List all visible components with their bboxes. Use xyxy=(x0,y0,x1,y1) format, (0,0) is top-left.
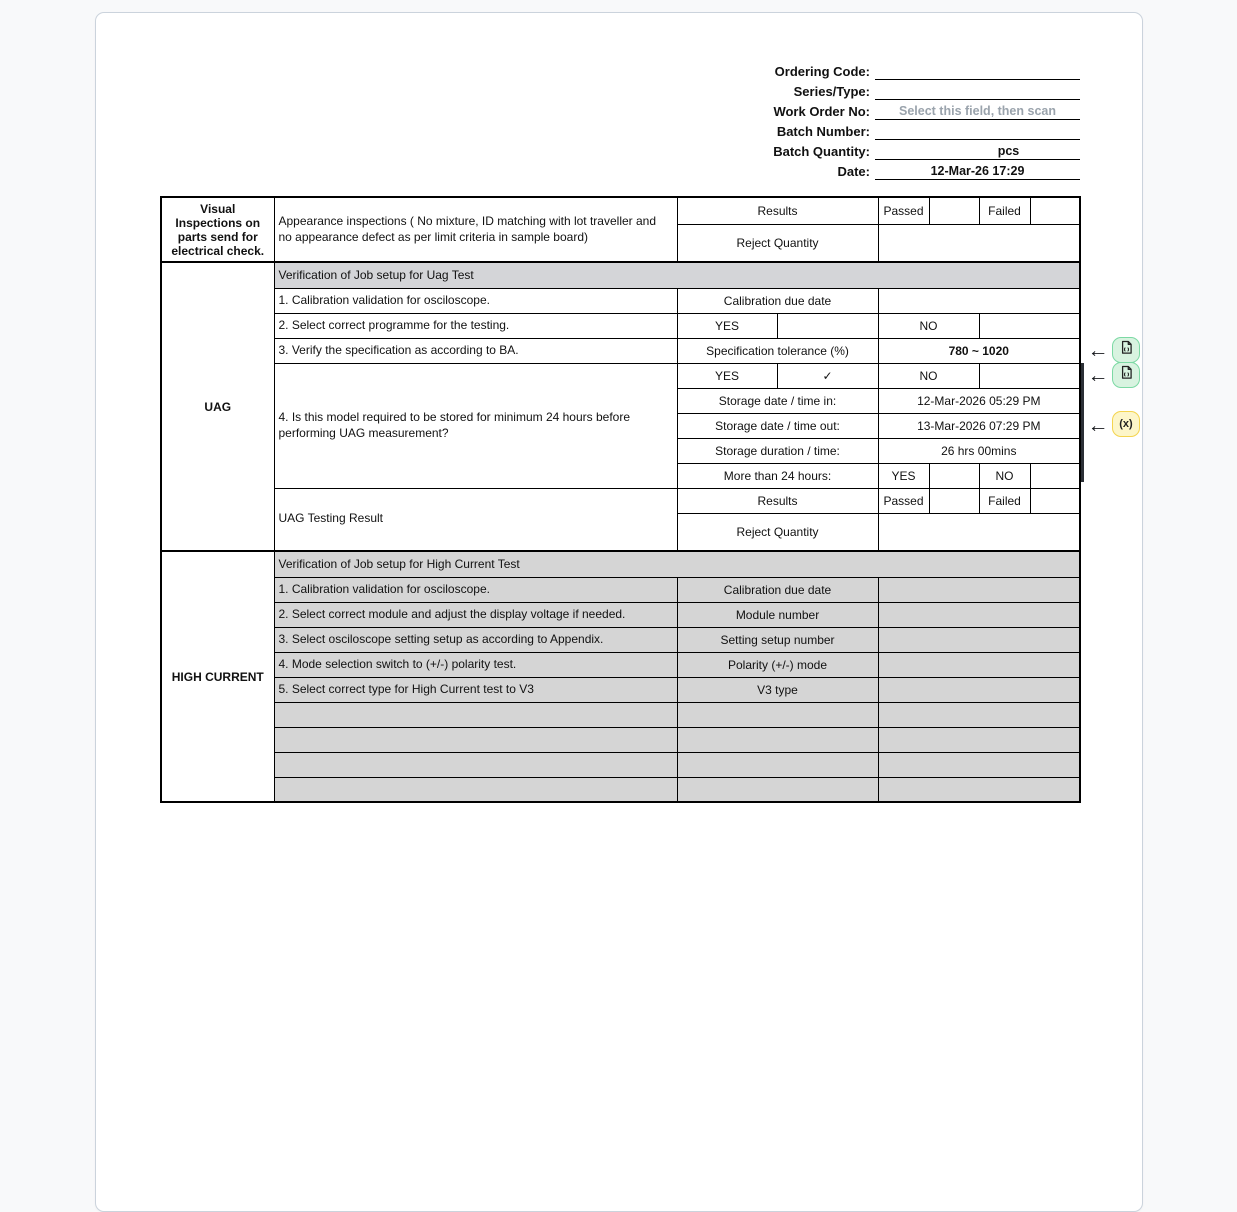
table-row xyxy=(161,197,1080,224)
table-row xyxy=(161,577,1080,602)
uag-section-header: Verification of Job setup for Uag Test xyxy=(274,262,1080,288)
hc-filler xyxy=(878,777,1080,802)
field-row-ordering-code xyxy=(680,60,1080,80)
left-arrow-icon: ← xyxy=(1087,339,1109,362)
hc-q4: 4. Mode selection switch to (+/-) polarity test. xyxy=(274,652,677,677)
table-row xyxy=(161,602,1080,627)
more24-no-label: NO xyxy=(979,463,1030,488)
hc-q1-label: Calibration due date xyxy=(677,577,878,602)
uag-failed-label: Failed xyxy=(979,488,1030,513)
table-row xyxy=(161,262,1080,288)
table-row xyxy=(161,752,1080,777)
date-input[interactable]: 12-Mar-26 17:29 xyxy=(875,162,1080,180)
visual-description: Appearance inspections ( No mixture, ID matching with lot traveller and no appearance defect as per limit criteria in sample board) xyxy=(274,197,677,262)
storage-out-value[interactable]: 13-Mar-2026 07:29 PM xyxy=(878,413,1080,438)
series-type-input[interactable] xyxy=(875,82,1080,100)
visual-reject-cell[interactable] xyxy=(878,224,1080,262)
batch-quantity-label: Batch Quantity: xyxy=(773,144,870,159)
work-order-label: Work Order No: xyxy=(773,104,870,119)
hc-q2-value xyxy=(878,602,1080,627)
uag-q3: 3. Verify the specification as according to BA. xyxy=(274,338,677,363)
uag-q2-yes-cell[interactable] xyxy=(777,313,878,338)
table-row xyxy=(161,627,1080,652)
hc-filler xyxy=(677,702,878,727)
hc-q4-value xyxy=(878,652,1080,677)
hc-filler xyxy=(878,752,1080,777)
hc-q3-value xyxy=(878,627,1080,652)
inspection-table xyxy=(160,196,1081,803)
high-current-section-label: HIGH CURRENT xyxy=(161,551,274,802)
batch-quantity-input[interactable]: pcs xyxy=(875,142,1080,160)
uag-q1-label: Calibration due date xyxy=(677,288,878,313)
storage-duration-label: Storage duration / time: xyxy=(677,438,878,463)
uag-q1: 1. Calibration validation for osciloscope. xyxy=(274,288,677,313)
field-row-work-order xyxy=(680,100,1080,120)
uag-passed-cell[interactable] xyxy=(929,488,979,513)
storage-in-label: Storage date / time in: xyxy=(677,388,878,413)
storage-duration-value[interactable]: 26 hrs 00mins xyxy=(878,438,1080,463)
left-arrow-icon: ← xyxy=(1087,364,1109,387)
table-row xyxy=(161,777,1080,802)
uag-q2-yes-label: YES xyxy=(677,313,777,338)
left-arrow-icon: ← xyxy=(1087,414,1109,437)
file-code-icon xyxy=(1118,364,1135,386)
storage-out-label: Storage date / time out: xyxy=(677,413,878,438)
ordering-code-input[interactable] xyxy=(875,62,1080,80)
visual-section-header: Visual Inspections on parts send for electrical check. xyxy=(161,197,274,262)
more24-no-cell[interactable] xyxy=(1030,463,1080,488)
visual-passed-label: Passed xyxy=(878,197,929,224)
uag-q1-value[interactable] xyxy=(878,288,1080,313)
more24-yes-cell[interactable] xyxy=(929,463,979,488)
table-row xyxy=(161,702,1080,727)
visual-results-label: Results xyxy=(677,197,878,224)
visual-failed-cell[interactable] xyxy=(1030,197,1080,224)
hc-q1-value xyxy=(878,577,1080,602)
batch-number-input[interactable] xyxy=(875,122,1080,140)
series-type-label: Series/Type: xyxy=(793,84,870,99)
header-form xyxy=(680,60,1080,180)
hc-filler xyxy=(677,752,878,777)
visual-passed-cell[interactable] xyxy=(929,197,979,224)
field-row-batch-quantity xyxy=(680,140,1080,160)
table-row xyxy=(161,288,1080,313)
hc-q3-label: Setting setup number xyxy=(677,627,878,652)
uag-q4-yes-label: YES xyxy=(677,363,777,388)
uag-passed-label: Passed xyxy=(878,488,929,513)
uag-q4-yes-cell[interactable]: ✓ xyxy=(777,363,878,388)
uag-result-desc: UAG Testing Result xyxy=(274,488,677,551)
hc-filler xyxy=(274,702,677,727)
table-row xyxy=(161,488,1080,513)
uag-section-label: UAG xyxy=(161,262,274,551)
uag-q3-label: Specification tolerance (%) xyxy=(677,338,878,363)
uag-q4: 4. Is this model required to be stored for minimum 24 hours before performing UAG measurement? xyxy=(274,363,677,488)
uag-reject-label: Reject Quantity xyxy=(677,513,878,551)
hc-q1: 1. Calibration validation for osciloscope. xyxy=(274,577,677,602)
hc-q2-label: Module number xyxy=(677,602,878,627)
batch-number-label: Batch Number: xyxy=(776,124,870,139)
date-label: Date: xyxy=(837,164,870,179)
work-order-input[interactable]: Select this field, then scan xyxy=(875,102,1080,120)
uag-q4-no-cell[interactable] xyxy=(979,363,1080,388)
more24-label: More than 24 hours: xyxy=(677,463,878,488)
highlight-range-bar xyxy=(1081,363,1084,482)
visual-failed-label: Failed xyxy=(979,197,1030,224)
high-current-section-header: Verification of Job setup for High Current Test xyxy=(274,551,1080,577)
scan-json-button-spec-tolerance[interactable] xyxy=(1112,337,1140,363)
hc-filler xyxy=(878,727,1080,752)
hc-q5-label: V3 type xyxy=(677,677,878,702)
table-row xyxy=(161,551,1080,577)
variable-button-storage-out[interactable] xyxy=(1112,411,1140,437)
hc-q4-label: Polarity (+/-) mode xyxy=(677,652,878,677)
hc-filler xyxy=(274,752,677,777)
file-code-icon xyxy=(1118,339,1135,361)
field-row-batch-number xyxy=(680,120,1080,140)
uag-failed-cell[interactable] xyxy=(1030,488,1080,513)
table-row xyxy=(161,727,1080,752)
uag-q2-no-cell[interactable] xyxy=(979,313,1080,338)
uag-q3-value[interactable]: 780 ~ 1020 xyxy=(878,338,1080,363)
table-row xyxy=(161,313,1080,338)
hc-q3: 3. Select osciloscope setting setup as according to Appendix. xyxy=(274,627,677,652)
field-row-date xyxy=(680,160,1080,180)
table-row xyxy=(161,652,1080,677)
table-row xyxy=(161,338,1080,363)
uag-q4-no-label: NO xyxy=(878,363,979,388)
hc-filler xyxy=(274,777,677,802)
hc-q5: 5. Select correct type for High Current test to V3 xyxy=(274,677,677,702)
table-row xyxy=(161,363,1080,388)
hc-filler xyxy=(274,727,677,752)
storage-in-value[interactable]: 12-Mar-2026 05:29 PM xyxy=(878,388,1080,413)
ordering-code-label: Ordering Code: xyxy=(774,64,870,79)
hc-q2: 2. Select correct module and adjust the display voltage if needed. xyxy=(274,602,677,627)
more24-yes-label: YES xyxy=(878,463,929,488)
uag-results-label: Results xyxy=(677,488,878,513)
field-row-series-type xyxy=(680,80,1080,100)
hc-filler xyxy=(677,777,878,802)
uag-reject-cell[interactable] xyxy=(878,513,1080,551)
uag-q2-no-label: NO xyxy=(878,313,979,338)
variable-icon: (x) xyxy=(1119,418,1133,430)
hc-filler xyxy=(878,702,1080,727)
visual-reject-label: Reject Quantity xyxy=(677,224,878,262)
hc-filler xyxy=(677,727,878,752)
uag-q2: 2. Select correct programme for the testing. xyxy=(274,313,677,338)
scan-json-button-storage[interactable] xyxy=(1112,362,1140,388)
